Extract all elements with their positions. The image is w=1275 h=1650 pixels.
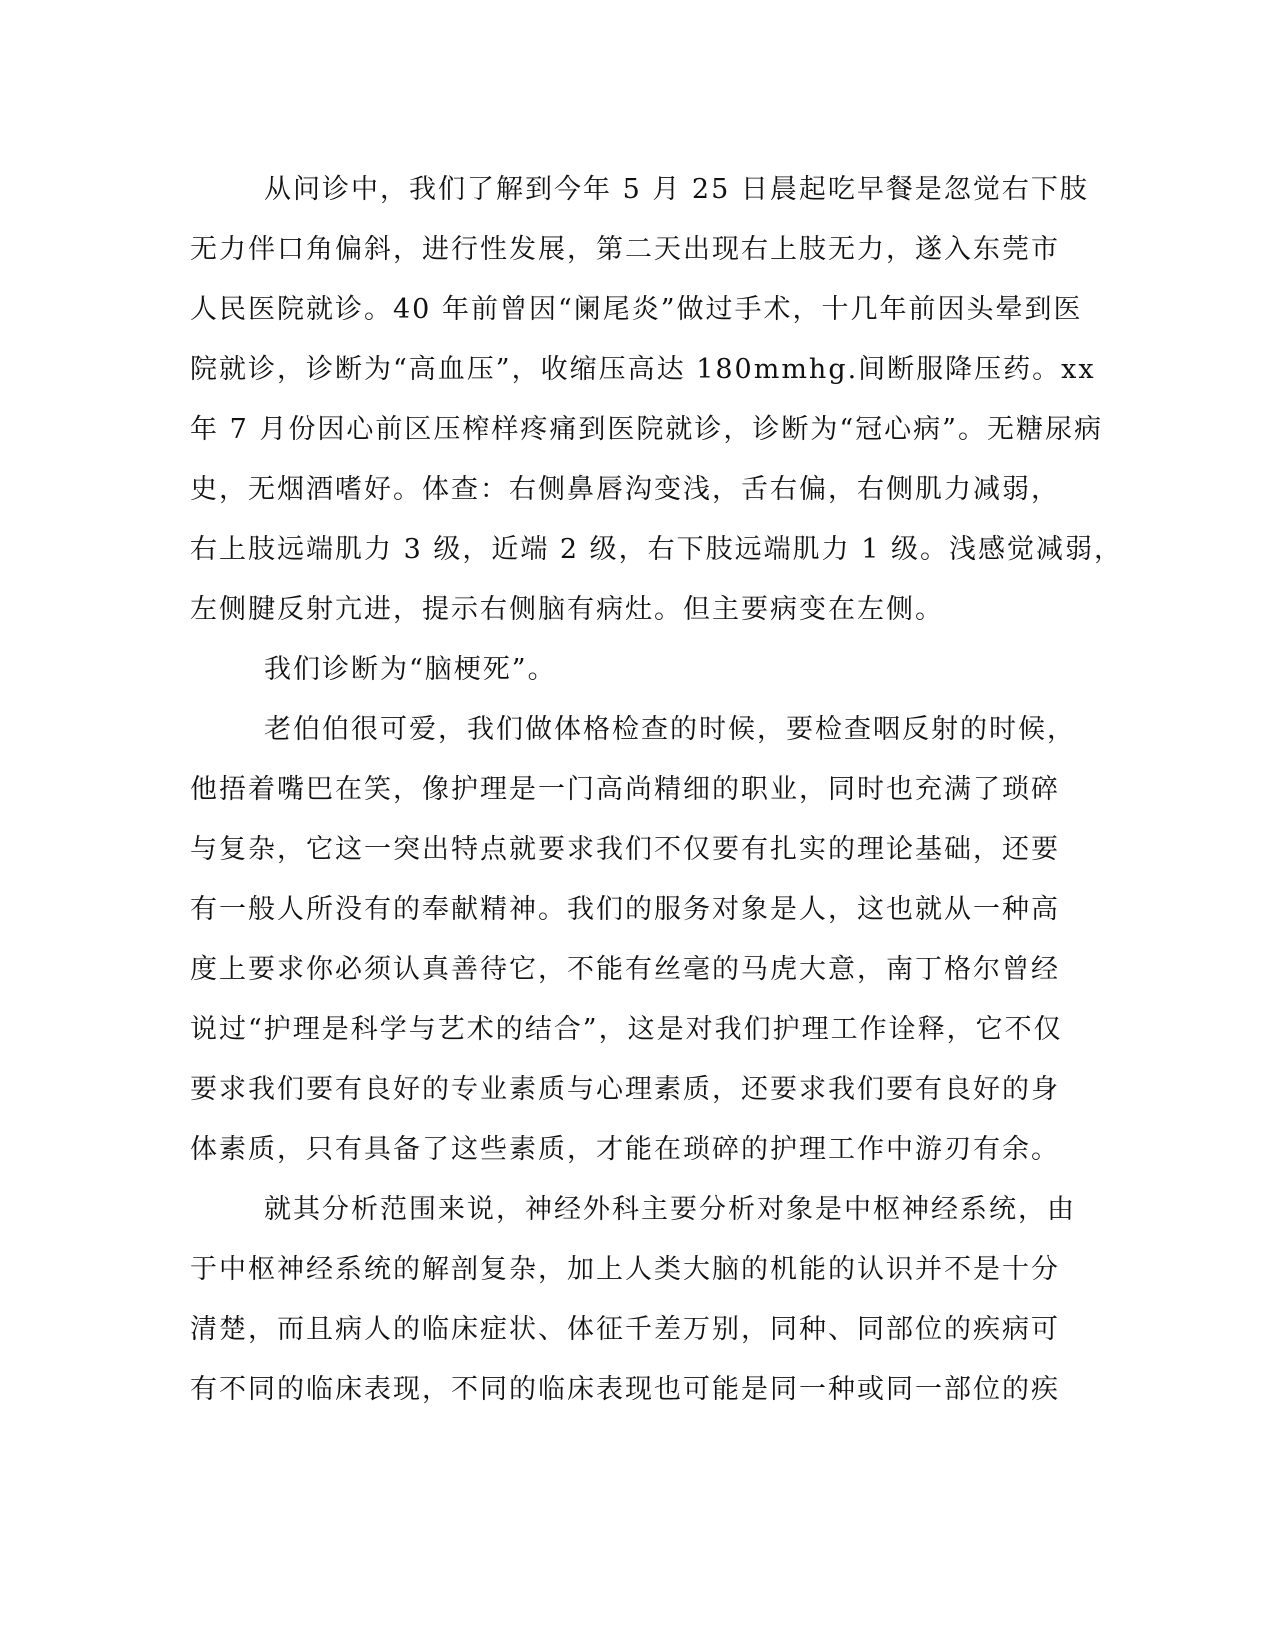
- text-line: 有一般人所没有的奉献精神。我们的服务对象是人，这也就从一种高: [190, 894, 1060, 925]
- text-line: 有不同的临床表现，不同的临床表现也可能是同一种或同一部位的疾: [190, 1374, 1060, 1405]
- text-line: 史，无烟酒嗜好。体查：右侧鼻唇沟变浅，舌右偏，右侧肌力减弱，: [190, 474, 1060, 505]
- text-line: 说过“护理是科学与艺术的结合”，这是对我们护理工作诠释，它不仅: [190, 1014, 1063, 1045]
- text-line: 无力伴口角偏斜，进行性发展，第二天出现右上肢无力，遂入东莞市: [190, 234, 1060, 265]
- text-line: 与复杂，它这一突出特点就要求我们不仅要有扎实的理论基础，还要: [190, 834, 1060, 865]
- text-line: 人民医院就诊。40 年前曾因“阑尾炎”做过手术，十几年前因头晕到医: [190, 294, 1083, 325]
- text-line: 年 7 月份因心前区压榨样疼痛到医院就诊，诊断为“冠心病”。无糖尿病: [190, 414, 1103, 445]
- text-line: 左侧腱反射亢进，提示右侧脑有病灶。但主要病变在左侧。: [190, 594, 944, 625]
- text-line: 我们诊断为“脑梗死”。: [264, 654, 557, 685]
- text-line: 右上肢远端肌力 3 级，近端 2 级，右下肢远端肌力 1 级。浅感觉减弱，: [190, 534, 1124, 565]
- text-line: 清楚，而且病人的临床症状、体征千差万别，同种、同部位的疾病可: [190, 1314, 1060, 1345]
- text-line: 体素质，只有具备了这些素质，才能在琐碎的护理工作中游刃有余。: [190, 1134, 1060, 1165]
- text-line: 度上要求你必须认真善待它，不能有丝毫的马虎大意，南丁格尔曾经: [190, 954, 1060, 985]
- text-line: 他捂着嘴巴在笑，像护理是一门高尚精细的职业，同时也充满了琐碎: [190, 774, 1060, 805]
- text-line: 就其分析范围来说，神经外科主要分析对象是中枢神经系统，由: [264, 1194, 1076, 1225]
- text-line: 院就诊，诊断为“高血压”，收缩压高达 180mmhg.间断服降压药。xx: [190, 354, 1096, 385]
- text-line: 于中枢神经系统的解剖复杂，加上人类大脑的机能的认识并不是十分: [190, 1254, 1060, 1285]
- text-line: 从问诊中，我们了解到今年 5 月 25 日晨起吃早餐是忽觉右下肢: [264, 174, 1089, 205]
- document-body: [190, 160, 1124, 1420]
- text-line: 要求我们要有良好的专业素质与心理素质，还要求我们要有良好的身: [190, 1074, 1060, 1105]
- text-line: 老伯伯很可爱，我们做体格检查的时候，要检查咽反射的时候，: [264, 714, 1076, 745]
